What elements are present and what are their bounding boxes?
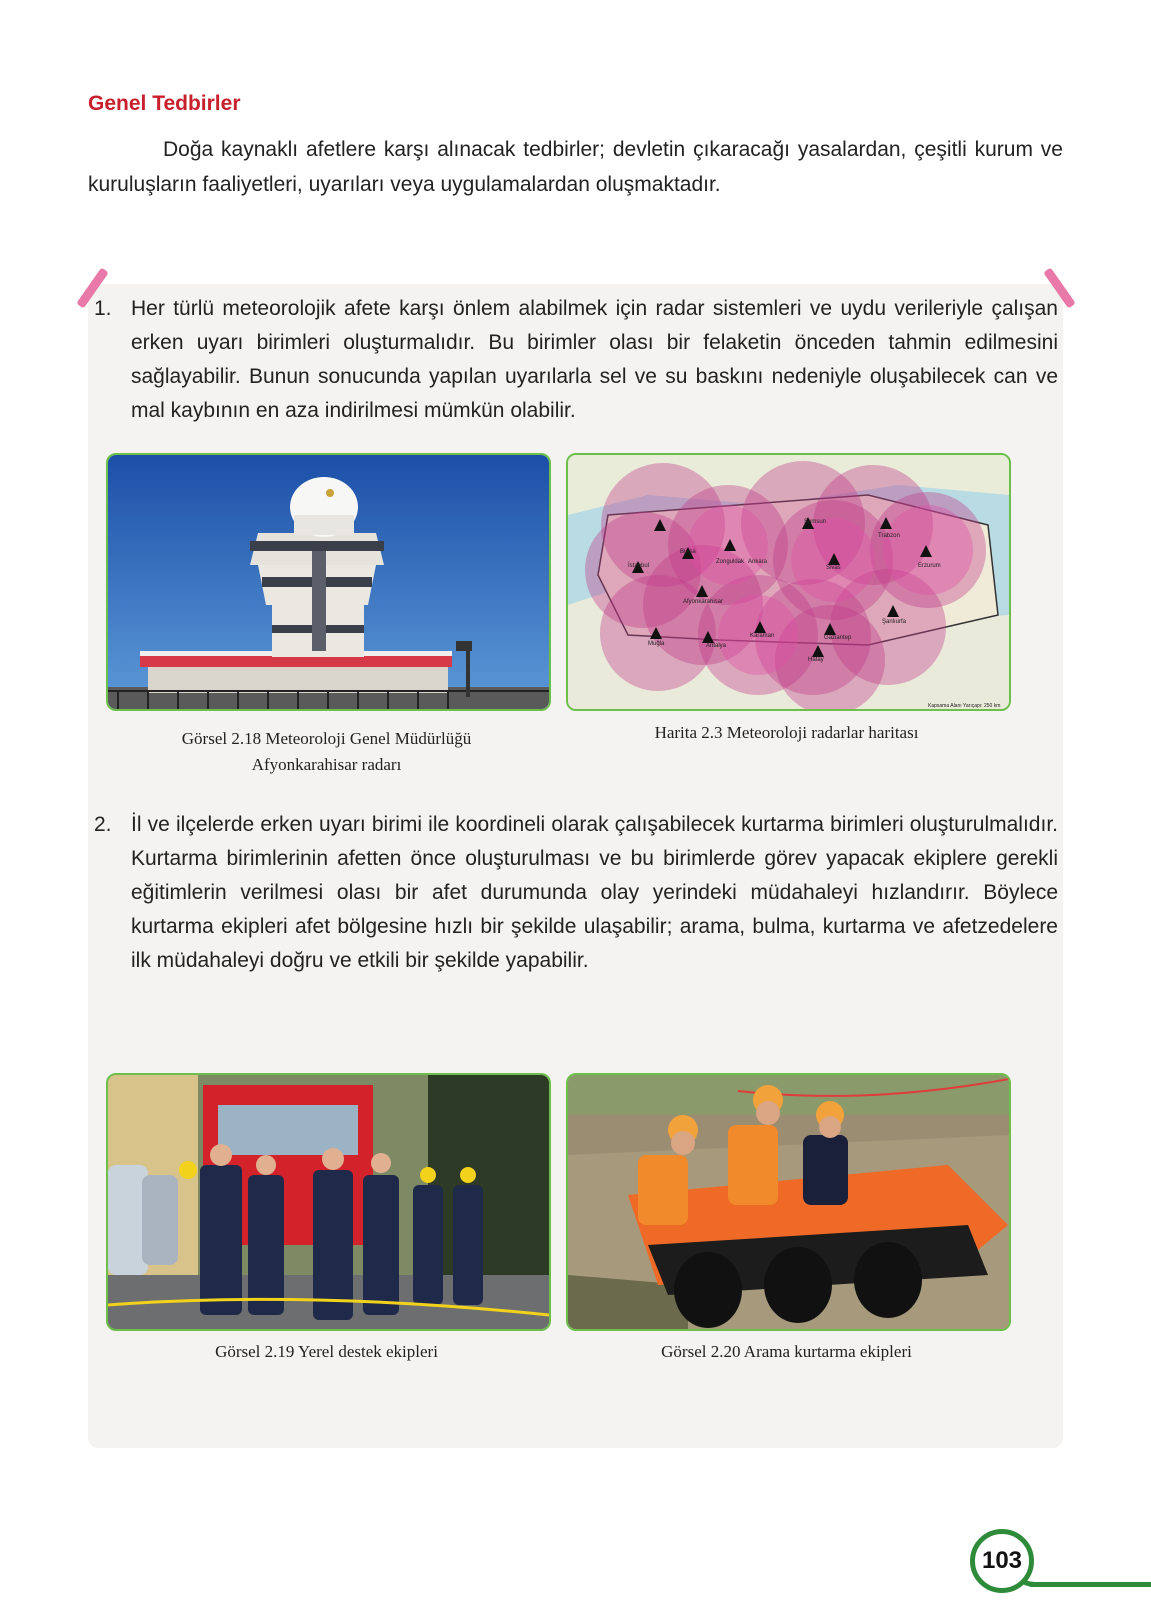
caption-map: Harita 2.3 Meteoroloji radarlar haritası xyxy=(654,723,919,742)
caption-radar-line1: Görsel 2.18 Meteoroloji Genel Müdürlüğü xyxy=(181,729,472,748)
caption-radar-line2: Afyonkarahisar radarı xyxy=(251,755,402,774)
list-text: Her türlü meteorolojik afete karşı önlem alabilmek için radar sistemleri ve uydu verileriyle çalışan erken uyarı birimleri oluşturmalıdır. Bu birimler olası bir felaketin önceden tahmin edilmesini sağlayabilir. Bunun sonucunda yapılan uyarılarla sel ve su baskını nedeniyle oluşabilecek can ve mal kaybının en aza indirilmesi mümkün olabilir. xyxy=(131,297,1058,422)
map-label: Zonguldak xyxy=(716,559,745,565)
section-heading: Genel Tedbirler xyxy=(88,92,241,115)
map-label: Trabzon xyxy=(878,533,900,539)
map-label: Afyonkarahisar xyxy=(683,599,724,605)
map-label: Ankara xyxy=(748,559,768,565)
radar-photo xyxy=(106,453,551,711)
list-number: 2. xyxy=(94,813,112,836)
list-number: 1. xyxy=(94,297,112,320)
caption-rescue: Görsel 2.20 Arama kurtarma ekipleri xyxy=(661,1342,912,1361)
caption-radar xyxy=(106,726,547,778)
intro-text: Doğa kaynaklı afetlere karşı alınacak tedbirler; devletin çıkaracağı yasalardan, çeşitli kurum ve kuruluşların faaliyetleri, uyarıları veya uygulamalardan oluşmaktadır. xyxy=(88,138,1063,196)
map-label: Antalya xyxy=(706,643,727,649)
list-item-1 xyxy=(94,292,1058,428)
map-label: Şanlıurfa xyxy=(882,619,907,625)
map-label: Karaman xyxy=(750,633,775,639)
caption-firefighters: Görsel 2.19 Yerel destek ekipleri xyxy=(215,1342,438,1361)
intro-paragraph xyxy=(88,132,1063,202)
page-number-line xyxy=(1030,1582,1151,1587)
firefighters-illustration xyxy=(108,1075,549,1329)
map-label: Samsun xyxy=(804,519,827,525)
radar-map xyxy=(566,453,1011,711)
radar-illustration xyxy=(108,455,549,709)
map-footer: Kapsama Alanı Yarıçapı: 250 km xyxy=(928,703,1001,709)
page-number: 103 xyxy=(970,1529,1034,1593)
rescue-illustration xyxy=(568,1075,1009,1329)
map-label: Erzurum xyxy=(918,563,941,569)
map-label: Gaziantep xyxy=(824,635,852,641)
map-label: Hatay xyxy=(808,657,824,663)
rescue-photo xyxy=(566,1073,1011,1331)
firefighters-photo xyxy=(106,1073,551,1331)
map-label: Sivas xyxy=(826,565,841,571)
radar-map-illustration xyxy=(568,455,1009,709)
map-label: Muğla xyxy=(648,641,665,647)
list-item-2 xyxy=(94,808,1058,978)
map-label: İstanbul xyxy=(628,563,650,569)
list-text: İl ve ilçelerde erken uyarı birimi ile koordineli olarak çalışabilecek kurtarma birimleri oluşturulmalıdır. Kurtarma birimlerinin afetten önce oluşturulması ve bu birimlerde görev yapacak ekiplere gerekli eğitimlerin verilmesi olası bir afet durumunda olay yerindeki müdahaleyi hızlandırır. Böylece kurtarma ekipleri afet bölgesine hızlı bir şekilde ulaşabilir; arama, bulma, kurtarma ve afetzedelere ilk müdahaleyi doğru ve etkili bir şekilde yapabilir. xyxy=(131,813,1058,972)
map-label: Bursa xyxy=(680,549,696,555)
